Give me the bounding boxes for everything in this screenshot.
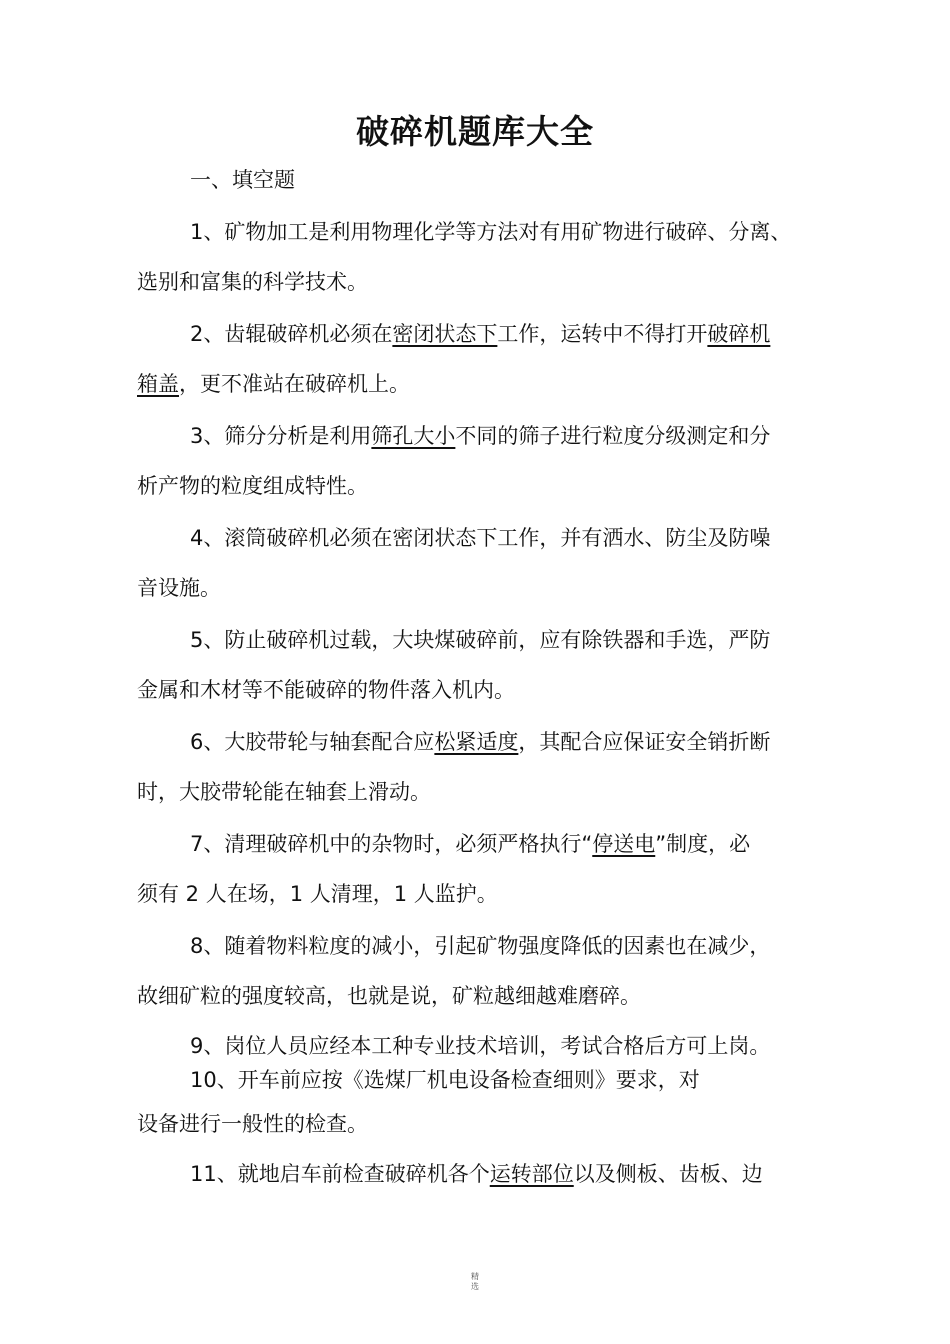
q4-line2: 音设施。 [137, 576, 221, 600]
q2-text-b: 工作，运转中不得打开 [497, 322, 708, 346]
q7-answer-1: 停送电 [592, 832, 656, 856]
q9-line1: 9、岗位人员应经本工种专业技术培训，考试合格后方可上岗。 [190, 1034, 771, 1058]
q3-text-a: 3、筛分分析是利用 [190, 424, 372, 448]
q2-answer-2: 破碎机 [707, 322, 771, 346]
section-heading: 一、填空题 [190, 168, 295, 192]
page-title: 破碎机题库大全 [356, 112, 594, 151]
q11-text-b: 以及侧板、齿板、边 [573, 1162, 763, 1186]
q3-line2: 析产物的粒度组成特性。 [137, 474, 368, 498]
q2-line1 [190, 320, 770, 348]
q6-answer-1: 松紧适度 [434, 730, 519, 754]
q6-line1 [190, 728, 770, 756]
q2-text-c: ，更不准站在破碎机上。 [179, 372, 410, 396]
q10-line2: 设备进行一般性的检查。 [137, 1112, 368, 1136]
q4-line1: 4、滚筒破碎机必须在密闭状态下工作，并有洒水、防尘及防噪 [190, 526, 771, 550]
q2-answer-1: 密闭状态下 [392, 322, 498, 346]
q1-line1: 1、矿物加工是利用物理化学等方法对有用矿物进行破碎、分离、 [190, 220, 792, 244]
q7-line1 [190, 830, 750, 858]
q6-line2: 时，大胶带轮能在轴套上滑动。 [137, 780, 431, 804]
q3-line1 [190, 422, 770, 450]
q3-text-b: 不同的筛子进行粒度分级测定和分 [455, 424, 771, 448]
q7-text-a: 7、清理破碎机中的杂物时，必须严格执行“ [190, 832, 593, 856]
q11-answer-1: 运转部位 [489, 1162, 574, 1186]
q7-text-b: ”制度，必 [655, 832, 751, 856]
q6-text-b: ，其配合应保证安全销折断 [518, 730, 771, 754]
q2-line2 [137, 370, 410, 398]
q11-text-a: 11、就地启车前检查破碎机各个 [190, 1162, 490, 1186]
q5-line1: 5、防止破碎机过载，大块煤破碎前，应有除铁器和手选，严防 [190, 628, 771, 652]
footer-char-2: 选 [471, 1282, 479, 1291]
q6-text-a: 6、大胶带轮与轴套配合应 [190, 730, 435, 754]
footer-char-1: 精 [471, 1272, 479, 1281]
q3-answer-1: 筛孔大小 [371, 424, 456, 448]
q7-line2: 须有 2 人在场，1 人清理，1 人监护。 [137, 882, 498, 906]
q8-line2: 故细矿粒的强度较高，也就是说，矿粒越细越难磨碎。 [137, 984, 641, 1008]
q8-line1: 8、随着物料粒度的减小，引起矿物强度降低的因素也在减少， [190, 934, 771, 958]
q1-line2: 选别和富集的科学技术。 [137, 270, 368, 294]
footer-mark [0, 1272, 950, 1292]
q5-line2: 金属和木材等不能破碎的物件落入机内。 [137, 678, 515, 702]
q11-line1 [190, 1160, 763, 1188]
q10-line1: 10、开车前应按《选煤厂机电设备检查细则》要求，对 [190, 1068, 700, 1092]
q2-text-a: 2、齿辊破碎机必须在 [190, 322, 393, 346]
q2-answer-3: 箱盖 [137, 372, 179, 396]
